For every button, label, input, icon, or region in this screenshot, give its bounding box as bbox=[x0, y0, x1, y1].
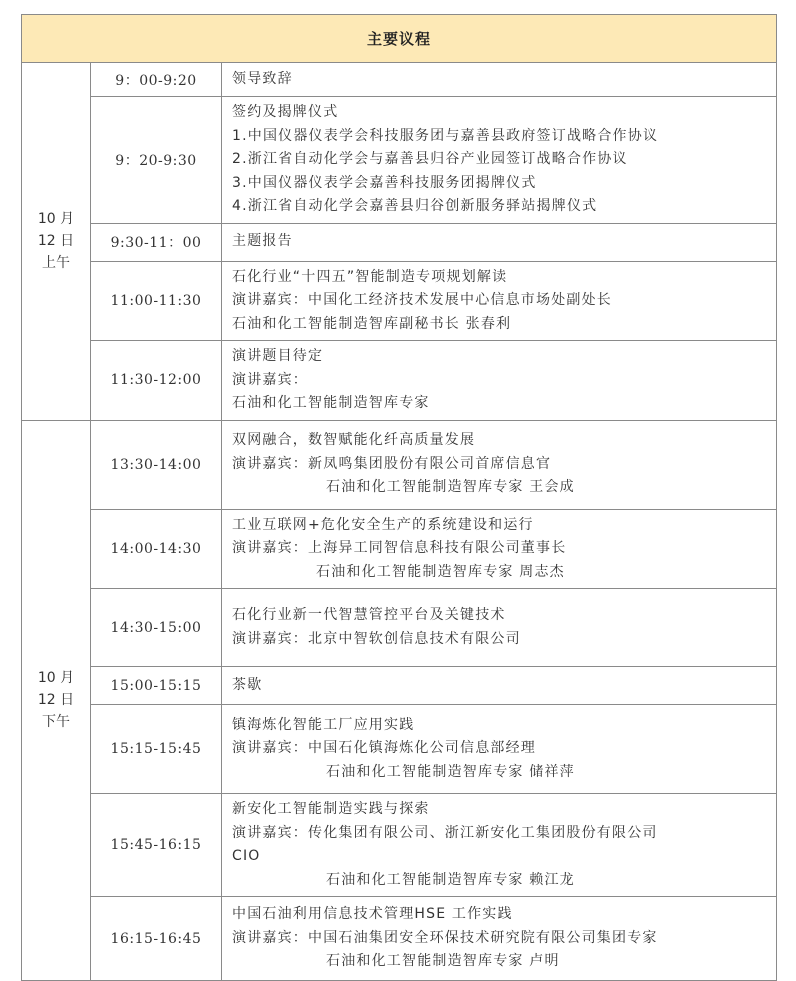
item-cell: 新安化工智能制造实践与探索 演讲嘉宾：传化集团有限公司、浙江新安化工集团股份有限公司 CIO 石油和化工智能制造智库专家 赖江龙 bbox=[222, 794, 777, 897]
day-cell-afternoon: 10 月 12 日 下午 bbox=[22, 420, 91, 981]
table-row bbox=[22, 223, 777, 261]
table-row bbox=[22, 341, 777, 421]
item-cell: 双网融合，数智赋能化纤高质量发展 演讲嘉宾：新凤鸣集团股份有限公司首席信息官 石油和化工智能制造智库专家 王会成 bbox=[222, 420, 777, 509]
table-row bbox=[22, 63, 777, 97]
time-cell: 9:30-11：00 bbox=[91, 223, 222, 261]
item-cell: 镇海炼化智能工厂应用实践 演讲嘉宾：中国石化镇海炼化公司信息部经理 石油和化工智能制造智库专家 储祥萍 bbox=[222, 705, 777, 794]
time-cell: 15:15-15:45 bbox=[91, 705, 222, 794]
item-cell: 石化行业新一代智慧管控平台及关键技术 演讲嘉宾：北京中智软创信息技术有限公司 bbox=[222, 589, 777, 667]
table-row bbox=[22, 794, 777, 897]
item-cell: 演讲题目待定 演讲嘉宾： 石油和化工智能制造智库专家 bbox=[222, 341, 777, 421]
table-row bbox=[22, 589, 777, 667]
table-row bbox=[22, 897, 777, 981]
time-cell: 14:30-15:00 bbox=[91, 589, 222, 667]
time-cell: 11:30-12:00 bbox=[91, 341, 222, 421]
item-cell: 石化行业“十四五”智能制造专项规划解读 演讲嘉宾：中国化工经济技术发展中心信息市场处副处长 石油和化工智能制造智库副秘书长 张春利 bbox=[222, 261, 777, 341]
table-row bbox=[22, 97, 777, 224]
item-cell: 主题报告 bbox=[222, 223, 777, 261]
item-cell: 签约及揭牌仪式 1.中国仪器仪表学会科技服务团与嘉善县政府签订战略合作协议 2.浙江省自动化学会与嘉善县归谷产业园签订战略合作协议 3.中国仪器仪表学会嘉善科技服务团揭牌仪式 4.浙江省自动化学会嘉善县归谷创新服务驿站揭牌仪式 bbox=[222, 97, 777, 224]
time-cell: 11:00-11:30 bbox=[91, 261, 222, 341]
item-cell: 中国石油利用信息技术管理HSE 工作实践 演讲嘉宾：中国石油集团安全环保技术研究院有限公司集团专家 石油和化工智能制造智库专家 卢明 bbox=[222, 897, 777, 981]
time-cell: 13:30-14:00 bbox=[91, 420, 222, 509]
table-row bbox=[22, 420, 777, 509]
table-row bbox=[22, 261, 777, 341]
time-cell: 15:45-16:15 bbox=[91, 794, 222, 897]
time-cell: 16:15-16:45 bbox=[91, 897, 222, 981]
time-cell: 9：20-9:30 bbox=[91, 97, 222, 224]
table-row bbox=[22, 667, 777, 705]
agenda-title: 主要议程 bbox=[22, 15, 777, 63]
agenda-table bbox=[21, 14, 777, 981]
item-cell: 工业互联网+危化安全生产的系统建设和运行 演讲嘉宾：上海异工同智信息科技有限公司董事长 石油和化工智能制造智库专家 周志杰 bbox=[222, 509, 777, 589]
table-row bbox=[22, 705, 777, 794]
table-row bbox=[22, 509, 777, 589]
item-cell: 领导致辞 bbox=[222, 63, 777, 97]
time-cell: 14:00-14:30 bbox=[91, 509, 222, 589]
day-cell-morning: 10 月 12 日 上午 bbox=[22, 63, 91, 421]
time-cell: 9：00-9:20 bbox=[91, 63, 222, 97]
time-cell: 15:00-15:15 bbox=[91, 667, 222, 705]
item-cell: 茶歇 bbox=[222, 667, 777, 705]
